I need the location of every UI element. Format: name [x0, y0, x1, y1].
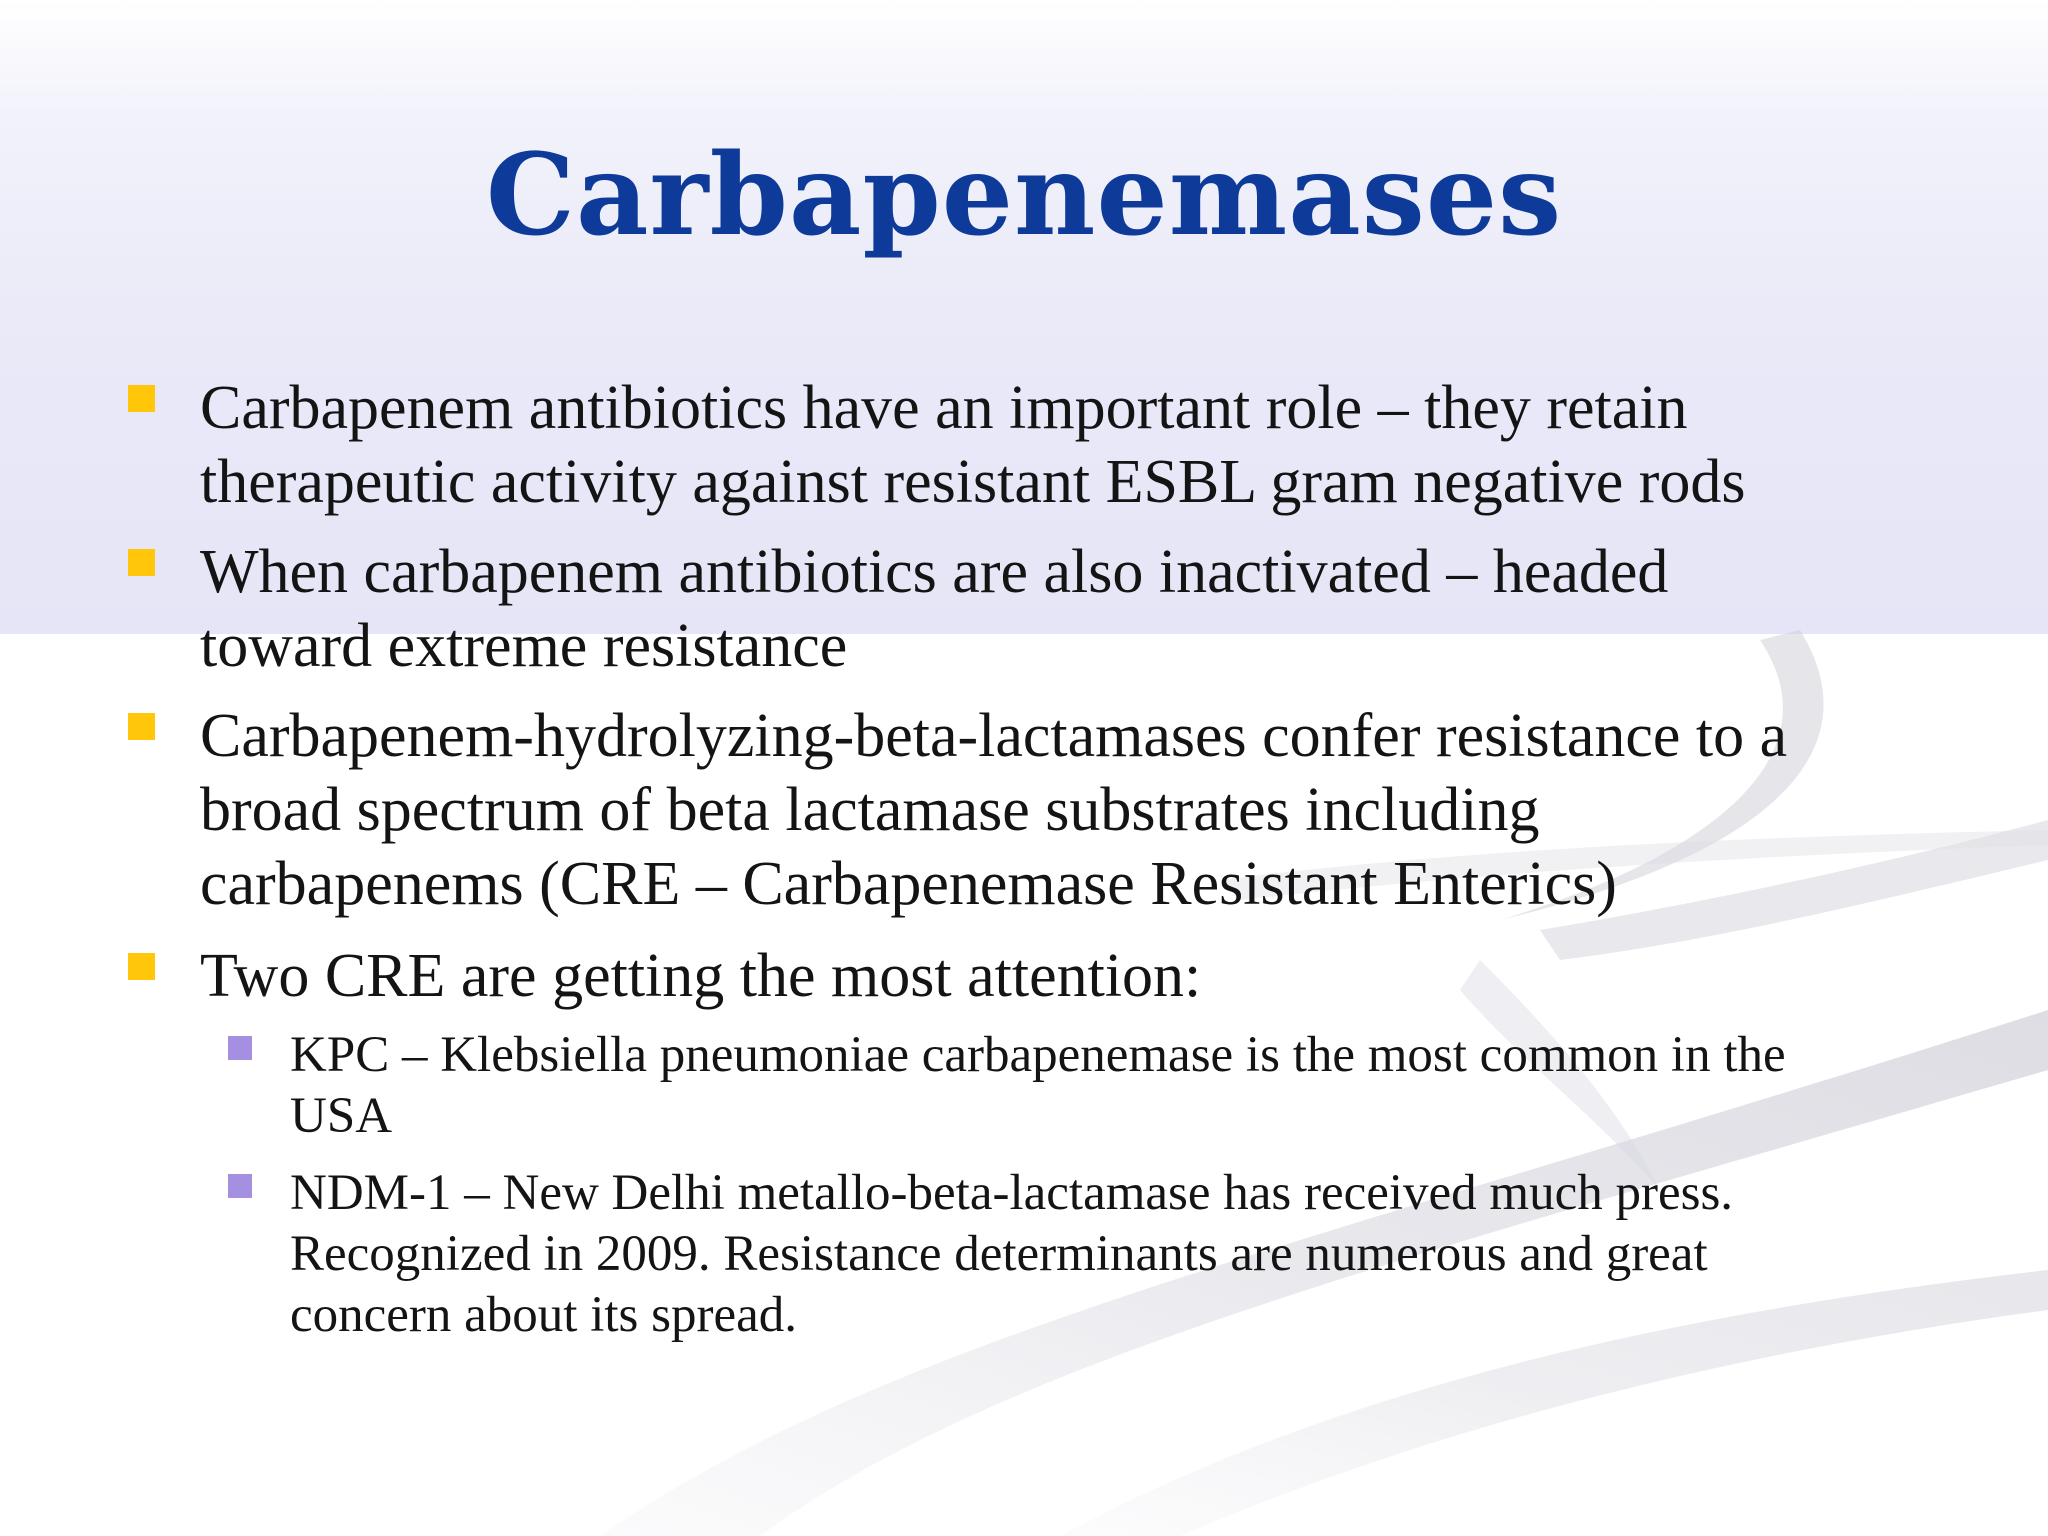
sub-bullet-line: NDM-1 – New Delhi metallo-beta-lactamase has received much press.	[290, 1165, 1734, 1221]
square-sub-bullet-icon	[228, 1036, 252, 1060]
bullet-line: carbapenems (CRE – Carbapenemase Resistant Enterics)	[200, 850, 1617, 918]
sub-bullet-line: KPC – Klebsiella pneumoniae carbapenemase is the most common in the	[290, 1027, 1786, 1083]
square-bullet-icon	[128, 385, 155, 412]
sub-bullet-line: USA	[290, 1088, 393, 1144]
bullet-line: Carbapenem antibiotics have an important role – they retain	[200, 374, 1688, 442]
bullet-text	[200, 939, 1201, 1013]
sub-bullet-line: Recognized in 2009. Resistance determinants are numerous and great	[290, 1226, 1708, 1282]
square-bullet-icon	[128, 549, 155, 576]
square-bullet-icon	[128, 953, 155, 980]
bullet-line: Two CRE are getting the most attention:	[200, 942, 1202, 1010]
square-bullet-icon	[128, 713, 155, 740]
bullet-text	[200, 371, 1746, 519]
sub-bullet-line: concern about its spread.	[290, 1287, 797, 1343]
square-sub-bullet-icon	[228, 1174, 252, 1198]
bullet-line: broad spectrum of beta lactamase substrates including	[200, 776, 1540, 844]
bullet-line: therapeutic activity against resistant ESBL gram negative rods	[200, 448, 1746, 516]
slide-title: Carbapenemases	[485, 130, 1563, 261]
bullet-text	[200, 699, 1787, 921]
sub-bullet-text	[290, 1025, 1786, 1147]
bullet-line: When carbapenem antibiotics are also inactivated – headed	[200, 538, 1669, 606]
bullet-text	[200, 535, 1668, 683]
bullet-line: Carbapenem-hydrolyzing-beta-lactamases confer resistance to a	[200, 702, 1788, 770]
sub-bullet-text	[290, 1163, 1733, 1346]
bullet-line: toward extreme resistance	[200, 612, 848, 680]
